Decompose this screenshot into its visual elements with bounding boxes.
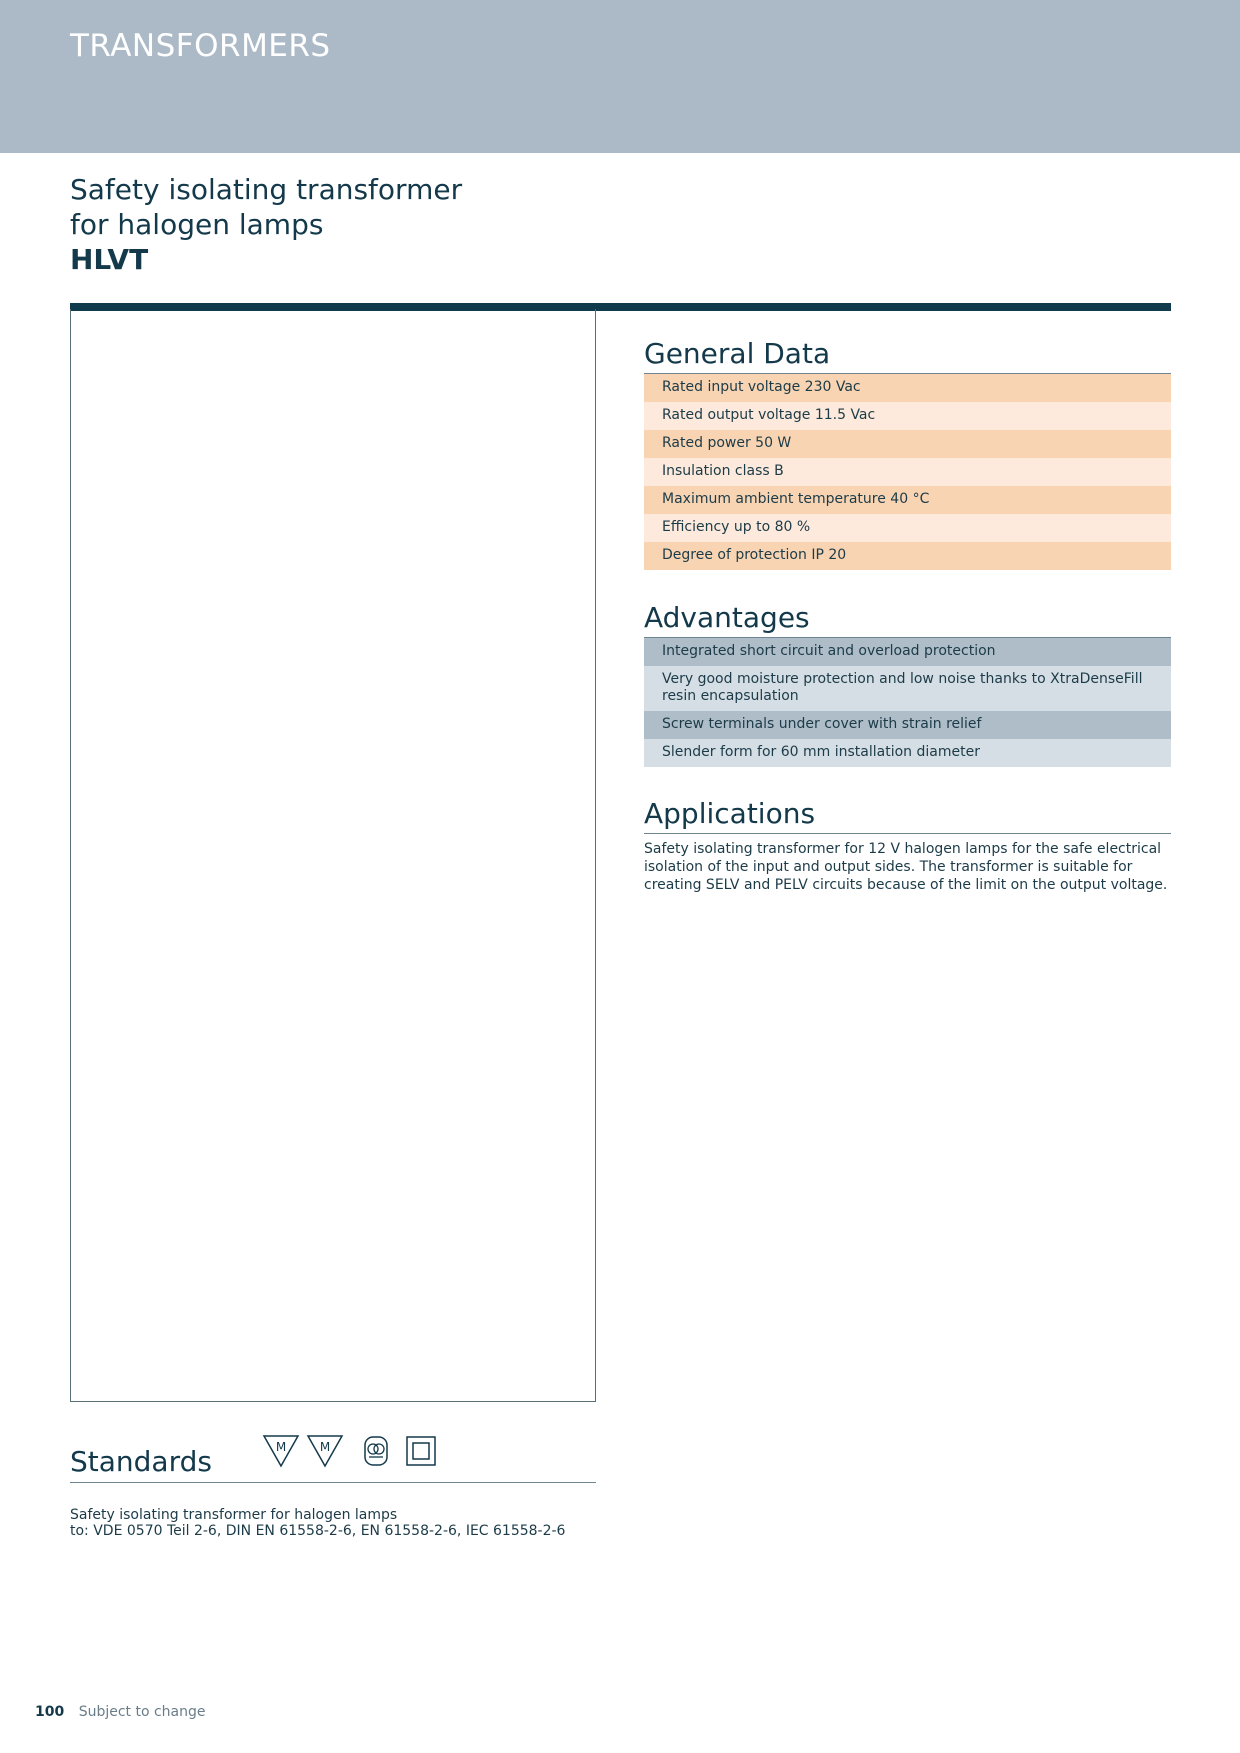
header-band xyxy=(0,0,1240,153)
page-footer xyxy=(35,1704,206,1720)
advantages-list xyxy=(644,638,1171,767)
product-model: HLVT xyxy=(70,243,149,276)
advantages-heading: Advantages xyxy=(644,601,1171,638)
list-item: Rated power 50 W xyxy=(644,430,1171,458)
m-triangle-icon xyxy=(262,1434,300,1468)
product-image-frame xyxy=(70,309,596,1402)
certification-marks xyxy=(262,1434,438,1468)
list-item: Efficiency up to 80 % xyxy=(644,514,1171,542)
list-item: Rated output voltage 11.5 Vac xyxy=(644,402,1171,430)
list-item: Integrated short circuit and overload protection xyxy=(644,638,1171,666)
list-item: Maximum ambient temperature 40 °C xyxy=(644,486,1171,514)
standards-text xyxy=(70,1507,565,1539)
standards-line1: Safety isolating transformer for halogen lamps xyxy=(70,1507,398,1523)
list-item: Insulation class B xyxy=(644,458,1171,486)
double-insulation-icon xyxy=(404,1434,438,1468)
general-data-heading: General Data xyxy=(644,337,1171,374)
list-item: Rated input voltage 230 Vac xyxy=(644,374,1171,402)
standards-line2: to: VDE 0570 Teil 2-6, DIN EN 61558-2-6, EN 61558-2-6, IEC 61558-2-6 xyxy=(70,1523,566,1539)
general-data-section xyxy=(644,337,1171,570)
section-title: TRANSFORMERS xyxy=(70,28,331,64)
applications-text: Safety isolating transformer for 12 V halogen lamps for the safe electrical isolation of the input and output sides. The transformer is suitable for creating SELV and PELV circuits because of the limit on the output voltage. xyxy=(644,841,1168,893)
advantages-section xyxy=(644,601,1171,767)
standards-heading: Standards xyxy=(70,1445,212,1478)
standards-section xyxy=(70,1432,596,1483)
general-data-list xyxy=(644,374,1171,570)
applications-heading: Applications xyxy=(644,797,1171,834)
applications-section xyxy=(644,797,1171,894)
list-item: Very good moisture protection and low noise thanks to XtraDenseFill resin encapsulation xyxy=(644,666,1171,711)
svg-text:M: M xyxy=(275,1440,287,1454)
list-item: Screw terminals under cover with strain relief xyxy=(644,711,1171,739)
page-number: 100 xyxy=(35,1704,65,1720)
product-title-line1: Safety isolating transformer xyxy=(70,173,463,206)
list-item: Slender form for 60 mm installation diameter xyxy=(644,739,1171,767)
footer-note: Subject to change xyxy=(78,1704,206,1720)
transformer-symbol-icon xyxy=(358,1434,394,1468)
m-triangle-icon xyxy=(306,1434,344,1468)
product-title xyxy=(70,172,462,277)
list-item: Degree of protection IP 20 xyxy=(644,542,1171,570)
product-title-line2: for halogen lamps xyxy=(70,208,324,241)
svg-text:M: M xyxy=(319,1440,331,1454)
